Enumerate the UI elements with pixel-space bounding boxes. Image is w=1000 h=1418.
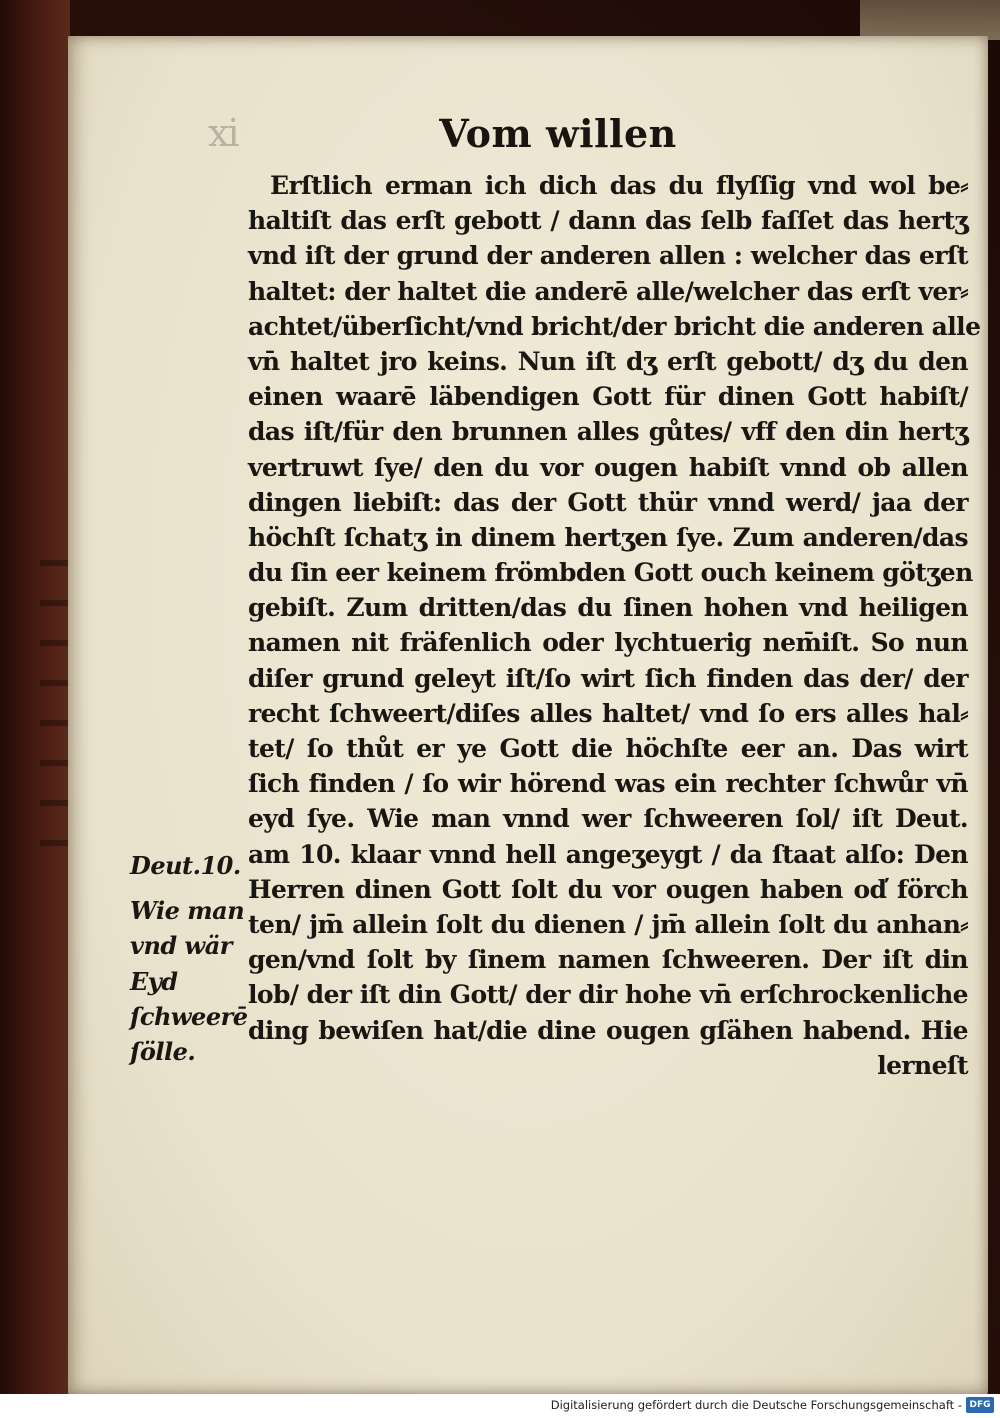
- dfg-logo-icon[interactable]: DFG: [966, 1397, 994, 1413]
- text-line: ſich finden / ſo wir hörend was ein rechter ſchwůr vn̄: [248, 769, 968, 799]
- text-line: achtet/überſicht/vnd bricht/der bricht die anderen alle: [248, 311, 981, 341]
- text-line: Erſtlich erman ich dich das du flyſſig vnd wol be⸗: [270, 171, 968, 200]
- marginal-notes: [130, 848, 250, 1069]
- marginal-note: ſchweerē: [130, 1001, 248, 1031]
- marginal-note: Eyd: [130, 966, 178, 996]
- folio-number: xi: [208, 111, 238, 155]
- text-line: eyd ſye. Wie man vnnd wer ſchweeren ſol/ iſt Deut.: [248, 804, 968, 834]
- text-line: einen waarē läbendigen Gott für dinen Gott habiſt/: [248, 382, 968, 412]
- marginal-note: ſölle.: [130, 1036, 196, 1066]
- running-head: Vom willen: [439, 111, 677, 156]
- body-text: [248, 168, 981, 1083]
- text-line: gebiſt. Zum dritten/das du ſinen hohen vnd heiligen: [248, 593, 968, 623]
- catchword: lerneſt: [877, 1050, 968, 1080]
- text-line: gen/vnd ſolt by ſinem namen ſchweeren. Der iſt din: [248, 945, 968, 975]
- text-line: ten/ jm̄ allein ſolt du dienen / jm̄ allein ſolt du anhan⸗: [248, 909, 968, 939]
- text-line: namen nit fräfenlich oder lychtuerig nem̄iſt. So nun: [248, 628, 968, 658]
- spine-shadow: [40, 560, 70, 860]
- text-line: am 10. klaar vnnd hell angeʒeygt / da ſtaat alſo: Den: [248, 839, 968, 869]
- marginal-note: Wie man: [130, 896, 245, 926]
- book-page: [68, 36, 988, 1394]
- text-line: dingen liebiſt: das der Gott thür vnnd werd/ jaa der: [248, 487, 968, 517]
- footer-bar: [0, 1394, 1000, 1418]
- marginal-note: Deut.10.: [130, 851, 241, 880]
- text-line: vnd iſt der grund der anderen allen : welcher das erſt: [248, 241, 968, 271]
- text-line: du ſin eer keinem frömbden Gott ouch keinem götʒen: [248, 558, 973, 588]
- text-line: lob/ der iſt din Gott/ der dir hohe vn̄ erſchrockenliche: [248, 980, 968, 1010]
- marginal-note: vnd wär: [130, 931, 232, 961]
- next-page-edge: [860, 0, 1000, 40]
- text-line: vn̄ haltet jro keins. Nun iſt dʒ erſt gebott/ dʒ du den: [248, 346, 968, 376]
- text-line: Herren dinen Gott ſolt du vor ougen haben od̕ förch: [248, 874, 968, 904]
- text-line: das iſt/für den brunnen alles gůtes/ vff den din hertʒ: [248, 417, 968, 447]
- text-line: recht ſchweert/diſes alles haltet/ vnd ſo ers alles hal⸗: [248, 698, 968, 728]
- text-line: ding bewiſen hat/die dine ougen gſähen habend. Hie: [248, 1015, 968, 1045]
- text-line: höchſt ſchatʒ in dinem hertʒen ſye. Zum anderen/das: [248, 522, 968, 552]
- text-line: vertruwt ſye/ den du vor ougen habiſt vnnd ob allen: [248, 452, 968, 482]
- text-line: tet/ ſo thůt er ye Gott die höchſte eer an. Das wirt: [248, 734, 968, 763]
- funding-credit: Digitalisierung gefördert durch die Deutsche Forschungsgemeinschaft -: [550, 1398, 962, 1412]
- text-line: haltet: der haltet die anderē alle/welcher das erſt ver⸗: [248, 276, 968, 306]
- text-line: diſer grund geleyt iſt/ſo wirt ſich finden das der/ der: [248, 663, 968, 693]
- text-line: haltiſt das erſt gebott / dann das ſelb faſſet das hertʒ: [248, 206, 968, 236]
